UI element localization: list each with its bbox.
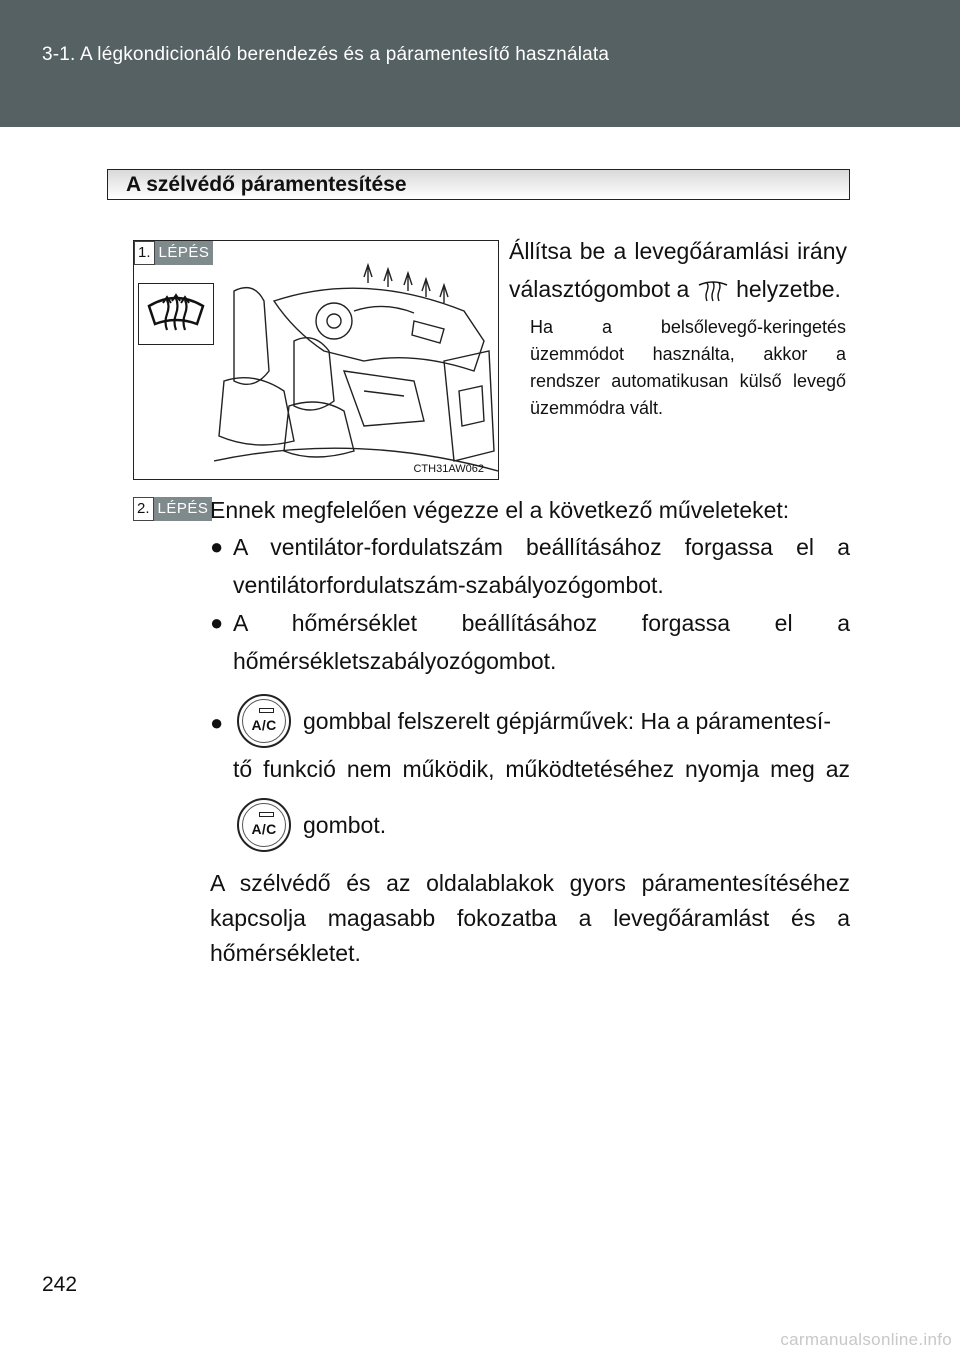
step2-number: 2. [133,497,154,521]
ac-bullet-line2: tő funkció nem működik, működtetéséhez nyomja meg az [233,756,850,782]
ac-button-icon [237,694,291,748]
section-heading-box [107,169,850,200]
ac-button-label: A/C [251,717,277,733]
windshield-defrost-icon [139,284,213,344]
defrost-mode-indicator [138,283,214,345]
list-item [210,604,850,684]
chapter-title: 3-1. A légkondicionáló berendezés és a páramentesítő használata [42,44,610,65]
bullet-text: A hőmérséklet beállításához forgassa el a hőmérsékletszabályozógombot. [233,610,850,674]
bullet-icon: ● [210,710,224,735]
bullet-text: A ventilátor-fordulatszám beállításához forgassa el a ventilátorfordulatszám-szabályozógombot. [233,534,850,598]
figure-code: CTH31AW062 [413,463,484,475]
ac-indicator-led [259,812,274,817]
section-title: A szélvédő páramentesítése [126,173,407,196]
final-paragraph: A szélvédő és az oldalablakok gyors páramentesítéséhez kapcsolja magasabb fokozatba a levegőáramlást és a hőmérsékletet. [210,870,850,966]
car-interior-illustration [214,251,498,479]
ac-bullet-line1: gombbal felszerelt gépjárművek: Ha a páramentesí- [303,708,831,734]
step2-badge [133,497,212,521]
page-number: 242 [42,1273,78,1296]
step1-text-after: helyzetbe. [736,276,841,302]
step1-figure [133,240,499,480]
step1-number: 1. [134,241,155,265]
step1-label: LÉPÉS [155,241,214,265]
ac-button-label: A/C [251,821,277,837]
ac-indicator-led [259,708,274,713]
bullet-icon: ● [210,534,224,559]
step2-label: LÉPÉS [154,497,213,521]
step1-badge [134,241,213,265]
page-header [0,0,960,127]
watermark: carmanualsonline.info [780,1330,952,1349]
step1-note: Ha a belsőlevegő-keringetés üzemmódot használta, akkor a rendszer automatikusan külső levegő üzemmódra vált. [530,317,846,418]
step2-intro: Ennek megfelelően végezze el a következő műveleteket: [210,497,790,523]
step1-instruction [509,232,847,308]
bullet-icon: ● [210,610,224,635]
ac-button-icon [237,798,291,852]
ac-bullet-line3: gombot. [303,812,387,838]
list-item [210,528,850,608]
step1-text-before: Állítsa be a levegőáramlási irány választógombot a [509,238,847,302]
inline-windshield-defrost-icon [696,279,730,303]
